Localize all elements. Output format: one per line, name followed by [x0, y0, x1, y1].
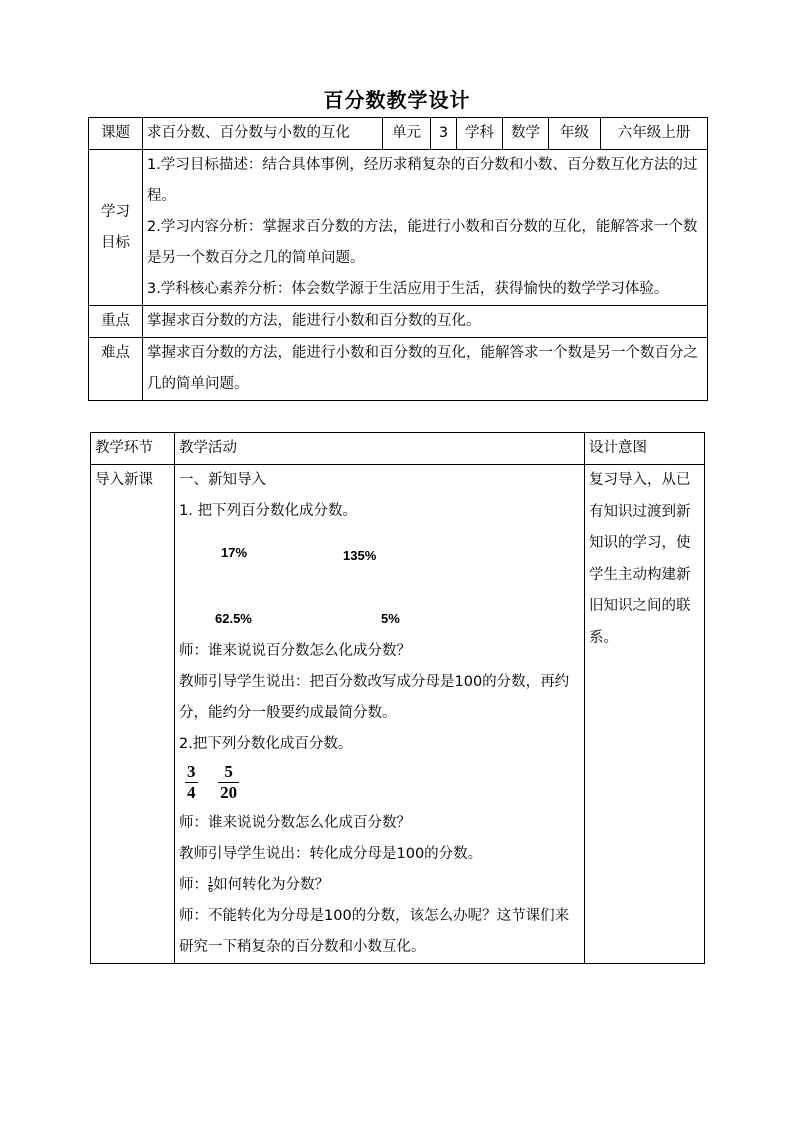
- question-1: 1. 把下列百分数化成分数。: [179, 503, 357, 519]
- course-value: 求百分数、百分数与小数的互化: [143, 118, 383, 150]
- difficulty-label: 难点: [89, 338, 143, 401]
- unit-label: 单元: [383, 118, 431, 150]
- fraction-numerator: 3: [187, 762, 196, 781]
- header-stage: 教学环节: [91, 433, 175, 465]
- question-2: 2.把下列分数化成百分数。: [179, 736, 353, 752]
- activity-cell: [175, 465, 585, 964]
- subject-label: 学科: [457, 118, 503, 150]
- teacher-line-5-suffix: 如何转化为分数？: [213, 877, 330, 893]
- section-heading: 一、新知导入: [179, 472, 266, 488]
- teacher-line-5-prefix: 师：: [179, 877, 208, 893]
- teacher-line-2: 教师引导学生说出：把百分数改写成分母是100的分数，再约分，能约分一般要约成最简分数。: [179, 674, 570, 721]
- grade-label: 年级: [549, 118, 601, 150]
- percent-row-1: [179, 527, 580, 594]
- intent-cell: 复习导入，从已有知识过渡到新知识的学习，使学生主动构建新旧知识之间的联系。: [585, 465, 705, 964]
- fraction-item: [185, 762, 198, 803]
- percent-row-2: [179, 594, 580, 636]
- stage-cell: 导入新课: [91, 465, 175, 964]
- percent-item: 17%: [221, 545, 248, 560]
- teacher-line-1: 师：谁来说说百分数怎么化成分数？: [179, 643, 411, 659]
- goals-label-line2: 目标: [101, 234, 130, 251]
- inline-fraction-numerator: 1: [208, 875, 214, 885]
- fraction-denominator: 20: [220, 783, 238, 802]
- header-intent: 设计意图: [585, 433, 705, 465]
- fraction-item: [218, 762, 239, 803]
- goals-label-line1: 学习: [101, 203, 130, 220]
- fraction-numerator: 5: [224, 762, 233, 781]
- goals-cell: [143, 150, 708, 306]
- teacher-line-5: [179, 870, 580, 901]
- goals-label: [89, 150, 143, 306]
- difficulty-value: 掌握求百分数的方法，能进行小数和百分数的互化，能解答求一个数是另一个数百分之几的简单问题。: [143, 338, 708, 401]
- goal-2: 2.学习内容分析：掌握求百分数的方法，能进行小数和百分数的互化，能解答求一个数是另一个数百分之几的简单问题。: [147, 219, 698, 266]
- percent-item: 62.5%: [215, 611, 252, 626]
- key-label: 重点: [89, 306, 143, 338]
- goal-1: 1.学习目标描述：结合具体事例，经历求稍复杂的百分数和小数、百分数互化方法的过程。: [147, 157, 698, 204]
- percent-item: 135%: [343, 548, 377, 563]
- percent-item: 5%: [381, 611, 400, 626]
- inline-fraction-denominator: 6: [208, 884, 214, 894]
- header-activity: 教学活动: [175, 433, 585, 465]
- teacher-line-4: 教师引导学生说出：转化成分母是100的分数。: [179, 846, 483, 862]
- teacher-line-6: 师：不能转化为分母是100的分数，该怎么办呢？这节课们来研究一下稍复杂的百分数和小数互化。: [179, 908, 570, 955]
- subject-value: 数学: [503, 118, 549, 150]
- fraction-denominator: 4: [187, 783, 196, 802]
- unit-value: 3: [431, 118, 457, 150]
- teacher-line-3: 师：谁来说说分数怎么化成百分数？: [179, 815, 411, 831]
- grade-value: 六年级上册: [601, 118, 708, 150]
- info-table: [88, 117, 708, 401]
- fraction-row: [179, 760, 580, 808]
- plan-table: [90, 432, 705, 964]
- key-value: 掌握求百分数的方法，能进行小数和百分数的互化。: [143, 306, 708, 338]
- goal-3: 3.学科核心素养分析：体会数学源于生活应用于生活，获得愉快的数学学习体验。: [147, 281, 669, 297]
- page-title: 百分数教学设计: [323, 88, 471, 112]
- course-label: 课题: [89, 118, 143, 150]
